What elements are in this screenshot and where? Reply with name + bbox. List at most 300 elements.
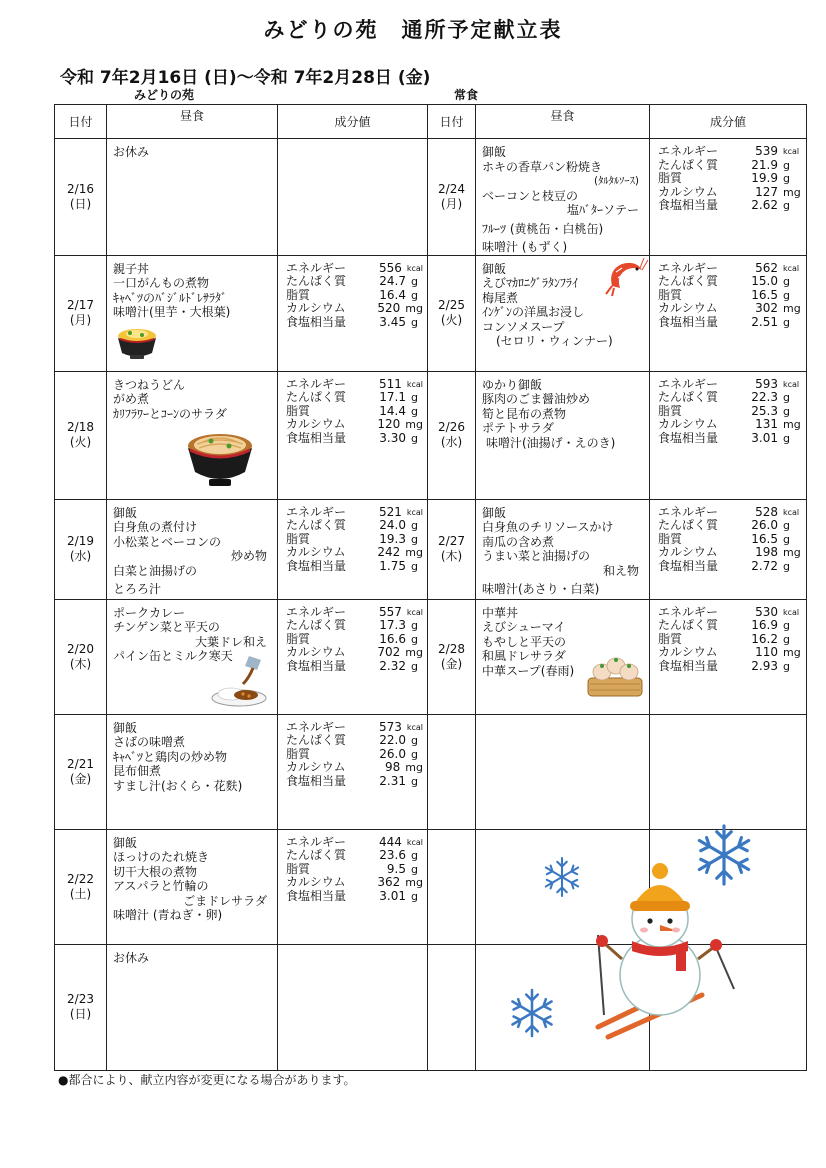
nutrient-label: 脂質 [286,287,311,302]
nutrient-row [658,560,802,574]
nutrient-label: カルシウム [286,760,346,775]
dish-line: 御飯 [113,720,138,735]
nutrient-unit: mg [405,876,423,890]
dish-line: 味噌汁(あさり・白菜) [482,582,600,596]
nutrient-row [658,405,802,419]
nutrient-row [286,546,423,560]
nutrient-row [658,316,802,330]
nutrient-unit: mg [405,418,423,432]
dish-cell [107,499,278,599]
nutrient-label: エネルギー [658,604,719,619]
nutrient-value: 562 [755,260,778,275]
nutrient-row [286,302,423,316]
dish-line: ポークカレー [113,605,186,620]
dish-line: 和風ドレサラダ [482,649,566,663]
snowflake-icon [512,990,551,1036]
table-row [55,255,807,371]
nutrient-unit: g [411,632,418,646]
nutrient-unit: g [783,158,790,172]
nutrient-row [658,506,802,520]
nutrient-unit: kcal [406,607,423,617]
header-date: 日付 [428,105,476,139]
dish-cell [476,255,650,371]
date-cell [55,255,107,371]
nutrient-value: 3.30 [379,430,406,445]
date-text: 2/17 [67,298,94,312]
date-cell [55,371,107,499]
nutrition-cell [278,255,428,371]
date-cell [428,255,476,371]
dish-line: 御飯 [482,505,507,520]
footnote: ●都合により、献立内容が変更になる場合があります。 [58,1073,356,1087]
empty-cell [476,714,650,829]
nutrient-unit: mg [783,185,801,199]
nutrient-value: 520 [377,301,401,316]
nutrient-label: たんぱく質 [658,518,719,533]
nutrient-unit: g [783,172,790,186]
empty-cell [428,714,476,829]
dish-line: ごまドレサラダ [183,893,267,908]
dish-line: 白身魚のチリソースかけ [482,520,614,534]
nutrient-label: エネルギー [658,144,719,158]
dish-cell [476,599,650,714]
nutrient-value: 702 [377,645,401,660]
dish-line: 味噌汁(油揚げ・えのき) [486,435,616,450]
nutrient-row [658,432,802,446]
nutrient-unit: mg [783,646,801,660]
dish-line: もやしと平天の [482,634,567,649]
date-text: 2/27 [438,534,465,548]
dish-cell [107,944,278,1070]
dish-line: ｲﾝｹﾞﾝの洋風お浸し [482,305,585,319]
nutrient-unit: g [411,849,418,863]
nutrient-unit: mg [405,546,423,560]
snowflake-icon [699,826,748,884]
date-text: 2/26 [438,420,465,434]
page-title: みどりの苑 通所予定献立表 [263,18,563,42]
dish-line: 御飯 [113,505,138,520]
nutrient-unit: g [411,275,418,289]
nutrient-label: エネルギー [658,260,719,275]
nutrient-value: 120 [377,417,401,432]
nutrient-label: カルシウム [658,184,718,199]
nutrition-cell [278,371,428,499]
nutrient-row [658,172,802,186]
nutrient-value: 110 [755,645,778,660]
dish-line: コンソメスープ [482,319,565,334]
dish-line: 親子丼 [113,261,150,276]
nutrition-cell [278,944,428,1070]
nutrient-label: カルシウム [286,417,346,432]
date-text: 2/22 [67,871,94,886]
nutrient-row [286,506,423,520]
weekday-text: (火) [69,435,92,449]
nutrient-unit: kcal [783,147,800,156]
nutrient-unit: g [411,288,418,302]
date-text: 2/20 [67,641,94,656]
nutrient-value: 2.31 [379,773,406,788]
date-text: 2/24 [438,181,465,196]
nutrient-row [658,289,802,303]
facility-name: みどりの苑 [134,88,195,102]
dish-cell [476,371,650,499]
weekday-text: (金) [440,656,463,671]
dish-line: (セロリ・ウィンナー) [496,334,613,348]
dish-line: 小松菜とベーコンの [113,534,222,549]
nutrient-value: 573 [378,719,402,734]
date-text: 2/28 [438,641,465,656]
nutrient-label: たんぱく質 [658,390,719,405]
dish-line: えびシューマイ [482,620,566,634]
nutrient-label: 脂質 [286,746,311,761]
header-lunch: 昼食 [476,105,650,139]
nutrient-label: 食塩相当量 [658,198,719,213]
nutrient-unit: g [411,747,418,761]
nutrient-label: エネルギー [286,834,347,849]
nutrient-row [658,302,802,316]
nutrient-label: 食塩相当量 [286,558,347,573]
nutrient-label: たんぱく質 [658,157,719,172]
nutrient-row [286,849,423,863]
dish-line: がめ煮 [113,392,150,406]
nutrient-value: 22.3 [751,390,778,405]
table-row [55,499,807,599]
nutrient-unit: mg [405,761,423,775]
nutrient-value: 26.0 [379,746,406,761]
nutrient-row [658,606,802,620]
nutrient-label: 脂質 [658,171,683,186]
dish-line: お休み [113,145,150,159]
nutrient-row [286,761,423,775]
dish-line: 南瓜の含め煮 [482,534,555,549]
nutrition-cell [650,599,807,714]
nutrient-unit: kcal [406,507,423,517]
snowman-skiing-illustration [480,815,780,1045]
nutrient-row [286,633,423,647]
weekday-text: (月) [69,313,92,327]
nutrient-row [658,619,802,633]
dish-line: ｷｬﾍﾞﾂと鶏肉の炒め物 [113,749,228,764]
nutrient-unit: g [783,431,790,445]
nutrient-value: 362 [377,875,401,890]
nutrient-row [658,633,802,647]
nutrient-unit: mg [783,546,801,560]
date-cell [428,139,476,256]
nutrient-label: 脂質 [658,287,683,302]
nutrient-unit: kcal [783,379,800,389]
nutrient-row [658,646,802,660]
nutrient-label: カルシウム [286,545,346,560]
nutrient-unit: g [783,632,790,646]
dish-line: 和え物 [602,563,639,578]
nutrient-unit: g [783,404,790,418]
nutrient-row [286,660,423,674]
nutrient-label: 脂質 [658,531,683,546]
empty-cell [650,714,807,829]
nutrient-row [286,432,423,446]
nutrient-value: 14.4 [379,403,406,418]
nutrient-value: 2.62 [751,198,778,213]
dish-line: お休み [113,950,150,965]
nutrient-value: 2.51 [751,314,778,329]
nutrient-label: たんぱく質 [658,618,719,633]
nutrient-unit: g [411,734,418,748]
dish-line: 梅尾煮 [482,290,519,305]
nutrient-label: 食塩相当量 [658,558,719,573]
nutrient-label: 食塩相当量 [286,314,347,329]
nutrient-value: 23.6 [379,848,406,863]
dish-line: 中華スープ(春雨) [482,663,575,678]
nutrient-row [658,262,802,276]
dish-line: うまい菜と油揚げの [482,549,591,563]
date-text: 2/23 [67,992,94,1006]
nutrient-value: 15.0 [751,274,778,289]
nutrient-label: 食塩相当量 [658,658,719,673]
nutrient-value: 131 [755,417,778,432]
nutrient-label: たんぱく質 [286,733,347,748]
nutrient-unit: g [783,619,790,633]
nutrient-label: エネルギー [658,376,719,391]
nutrient-value: 3.01 [379,888,406,903]
header-nutrition: 成分値 [650,105,807,139]
nutrient-row [286,721,423,735]
nutrient-value: 127 [755,184,778,199]
date-text: 2/19 [67,534,94,548]
menu-period: 令和 7年2月16日 (日)～令和 7年2月28日 (金) [60,68,431,88]
dish-line: パイン缶とミルク寒天 [113,649,233,663]
nutrient-unit: g [411,774,418,788]
nutrient-value: 2.32 [379,658,406,673]
dish-line: 炒め物 [230,549,267,563]
nutrient-unit: kcal [406,263,423,273]
nutrient-unit: g [411,532,418,546]
dish-line: 筍と昆布の煮物 [482,406,567,421]
nutrient-unit: mg [405,646,423,660]
nutrient-label: カルシウム [658,417,718,432]
nutrition-cell [278,714,428,829]
snowflake-icon [546,858,578,896]
nutrient-label: たんぱく質 [286,618,347,633]
nutrient-value: 16.9 [751,618,778,633]
dish-line: ポテトサラダ [482,421,554,435]
nutrient-row [286,289,423,303]
nutrient-value: 557 [378,604,402,619]
table-row [55,599,807,714]
nutrient-value: 16.4 [379,287,406,302]
nutrient-value: 3.45 [379,314,406,329]
nutrient-value: 242 [377,545,401,560]
nutrient-label: カルシウム [286,301,346,316]
nutrient-value: 22.0 [379,733,406,748]
nutrient-unit: kcal [783,507,800,517]
nutrient-label: たんぱく質 [286,848,347,863]
dish-line: (ﾀﾙﾀﾙｿｰｽ) [594,175,639,187]
nutrient-label: エネルギー [658,504,719,519]
nutrient-unit: g [411,391,418,405]
nutrient-value: 302 [755,301,778,316]
nutrient-value: 444 [378,834,402,849]
nutrient-row [286,734,423,748]
weekday-text: (水) [69,549,92,563]
nutrient-row [286,378,423,392]
nutrient-value: 3.01 [751,430,778,445]
dish-line: ｷｬﾍﾞﾂのﾊﾞｼﾞﾙﾄﾞﾚｻﾗﾀﾞ [113,290,228,305]
nutrient-row [286,876,423,890]
nutrient-label: 脂質 [286,861,311,876]
nutrient-value: 16.5 [751,531,778,546]
nutrient-unit: g [783,275,790,289]
nutrient-label: 脂質 [658,631,683,646]
date-cell [55,944,107,1070]
nutrient-label: 食塩相当量 [658,430,719,445]
nutrient-row [286,418,423,432]
nutrient-unit: g [783,288,790,302]
dish-cell [107,599,278,714]
nutrient-row [286,262,423,276]
nutrient-label: たんぱく質 [286,274,347,289]
header-date: 日付 [55,105,107,139]
nutrient-value: 2.93 [751,658,778,673]
dish-line: さばの味噌煮 [113,735,186,749]
nutrition-cell [650,499,807,599]
nutrient-label: カルシウム [286,875,346,890]
nutrient-label: 食塩相当量 [286,658,347,673]
nutrient-value: 1.75 [379,558,406,573]
weekday-text: (月) [440,196,463,211]
nutrient-label: エネルギー [286,604,347,619]
dish-line: ﾌﾙｰﾂ (黄桃缶・白桃缶) [482,221,604,236]
weekday-text: (火) [440,313,463,327]
nutrition-cell [650,255,807,371]
nutrient-row [286,646,423,660]
dish-line: チンゲン菜と平天の [113,620,220,634]
nutrient-unit: g [783,315,790,329]
nutrient-value: 528 [755,504,778,519]
date-cell [55,499,107,599]
nutrient-unit: mg [783,418,801,432]
nutrient-row [286,560,423,574]
nutrient-row [286,533,423,547]
nutrient-value: 198 [755,545,778,560]
table-row [55,139,807,256]
nutrient-label: 食塩相当量 [658,314,719,329]
nutrient-label: たんぱく質 [286,390,347,405]
nutrient-label: カルシウム [658,645,718,660]
nutrient-unit: kcal [783,607,800,617]
shrimp-illustration [604,258,648,298]
nutrient-value: 16.6 [379,631,406,646]
nutrient-label: エネルギー [286,719,347,734]
date-cell [428,371,476,499]
dish-line: とろろ汁 [113,582,162,596]
nutrient-row [286,391,423,405]
nutrient-value: 21.9 [751,157,778,172]
nutrient-row [286,275,423,289]
dish-line: 味噌汁 (青ねぎ・卵) [113,908,223,922]
nutrient-value: 24.7 [379,274,406,289]
nutrition-cell [278,599,428,714]
curry-plate-illustration [209,654,269,710]
nutrition-cell [278,139,428,256]
nutrition-cell [278,829,428,944]
dish-line: きつねうどん [113,377,186,392]
nutrient-row [286,836,423,850]
nutrient-unit: g [411,431,418,445]
nutrient-value: 17.1 [379,390,406,405]
dish-line: ｶﾘﾌﾗﾜｰとｺｰﾝのサラダ [113,406,227,421]
weekday-text: (木) [440,549,463,563]
nutrient-value: 19.9 [751,171,778,186]
date-text: 2/25 [438,298,465,312]
dish-line: 切干大根の煮物 [113,864,198,879]
nutrient-value: 98 [385,760,401,775]
nutrient-row [286,863,423,877]
diet-type: 常食 [454,88,479,102]
nutrient-unit: mg [783,302,801,316]
nutrition-cell [650,139,807,256]
nutrient-value: 530 [755,604,778,619]
dish-cell [107,139,278,256]
nutrient-label: エネルギー [286,376,347,391]
date-cell [55,139,107,256]
nutrient-unit: g [783,532,790,546]
nutrient-value: 17.3 [379,618,406,633]
nutrient-label: カルシウム [658,545,718,560]
table-row [55,371,807,499]
nutrient-row [286,519,423,533]
nutrient-label: 脂質 [286,403,311,418]
nutrient-unit: g [411,862,418,876]
nutrient-row [658,660,802,674]
nutrient-label: 脂質 [658,403,683,418]
nutrient-row [286,405,423,419]
nutrient-label: 脂質 [286,631,311,646]
weekday-text: (金) [69,771,92,786]
udon-bowl-illustration [185,424,255,490]
oyakodon-bowl-illustration [115,320,159,362]
nutrient-label: カルシウム [286,645,346,660]
nutrient-value: 19.3 [379,531,406,546]
dish-line: 中華丼 [482,605,519,620]
nutrient-label: たんぱく質 [286,518,347,533]
weekday-text: (木) [69,656,92,671]
dish-line: すまし汁(おくら・花麩) [113,778,243,793]
nutrient-row [658,418,802,432]
dish-cell [107,829,278,944]
weekday-text: (日) [69,196,92,211]
dish-cell [476,139,650,256]
date-cell [55,599,107,714]
nutrient-row [658,391,802,405]
dish-line: 昆布佃煮 [113,764,162,778]
header-nutrition: 成分値 [278,105,428,139]
nutrient-label: 食塩相当量 [286,773,347,788]
nutrient-unit: g [411,519,418,533]
nutrient-unit: g [411,315,418,329]
nutrient-unit: kcal [783,263,800,273]
dish-line: 塩ﾊﾞﾀｰソテー [566,203,639,217]
dish-line: えびﾏｶﾛﾆｸﾞﾗﾀﾝﾌﾗｲ [482,276,579,290]
header-lunch: 昼食 [107,105,278,139]
nutrient-label: エネルギー [286,260,347,275]
dish-line: 豚肉のごま醤油炒め [482,392,591,406]
nutrient-unit: g [783,199,790,213]
nutrient-value: 556 [378,260,402,275]
empty-cell [428,944,476,1070]
nutrient-unit: kcal [406,722,423,732]
shumai-steamer-illustration [586,652,644,702]
nutrient-row [658,145,802,159]
